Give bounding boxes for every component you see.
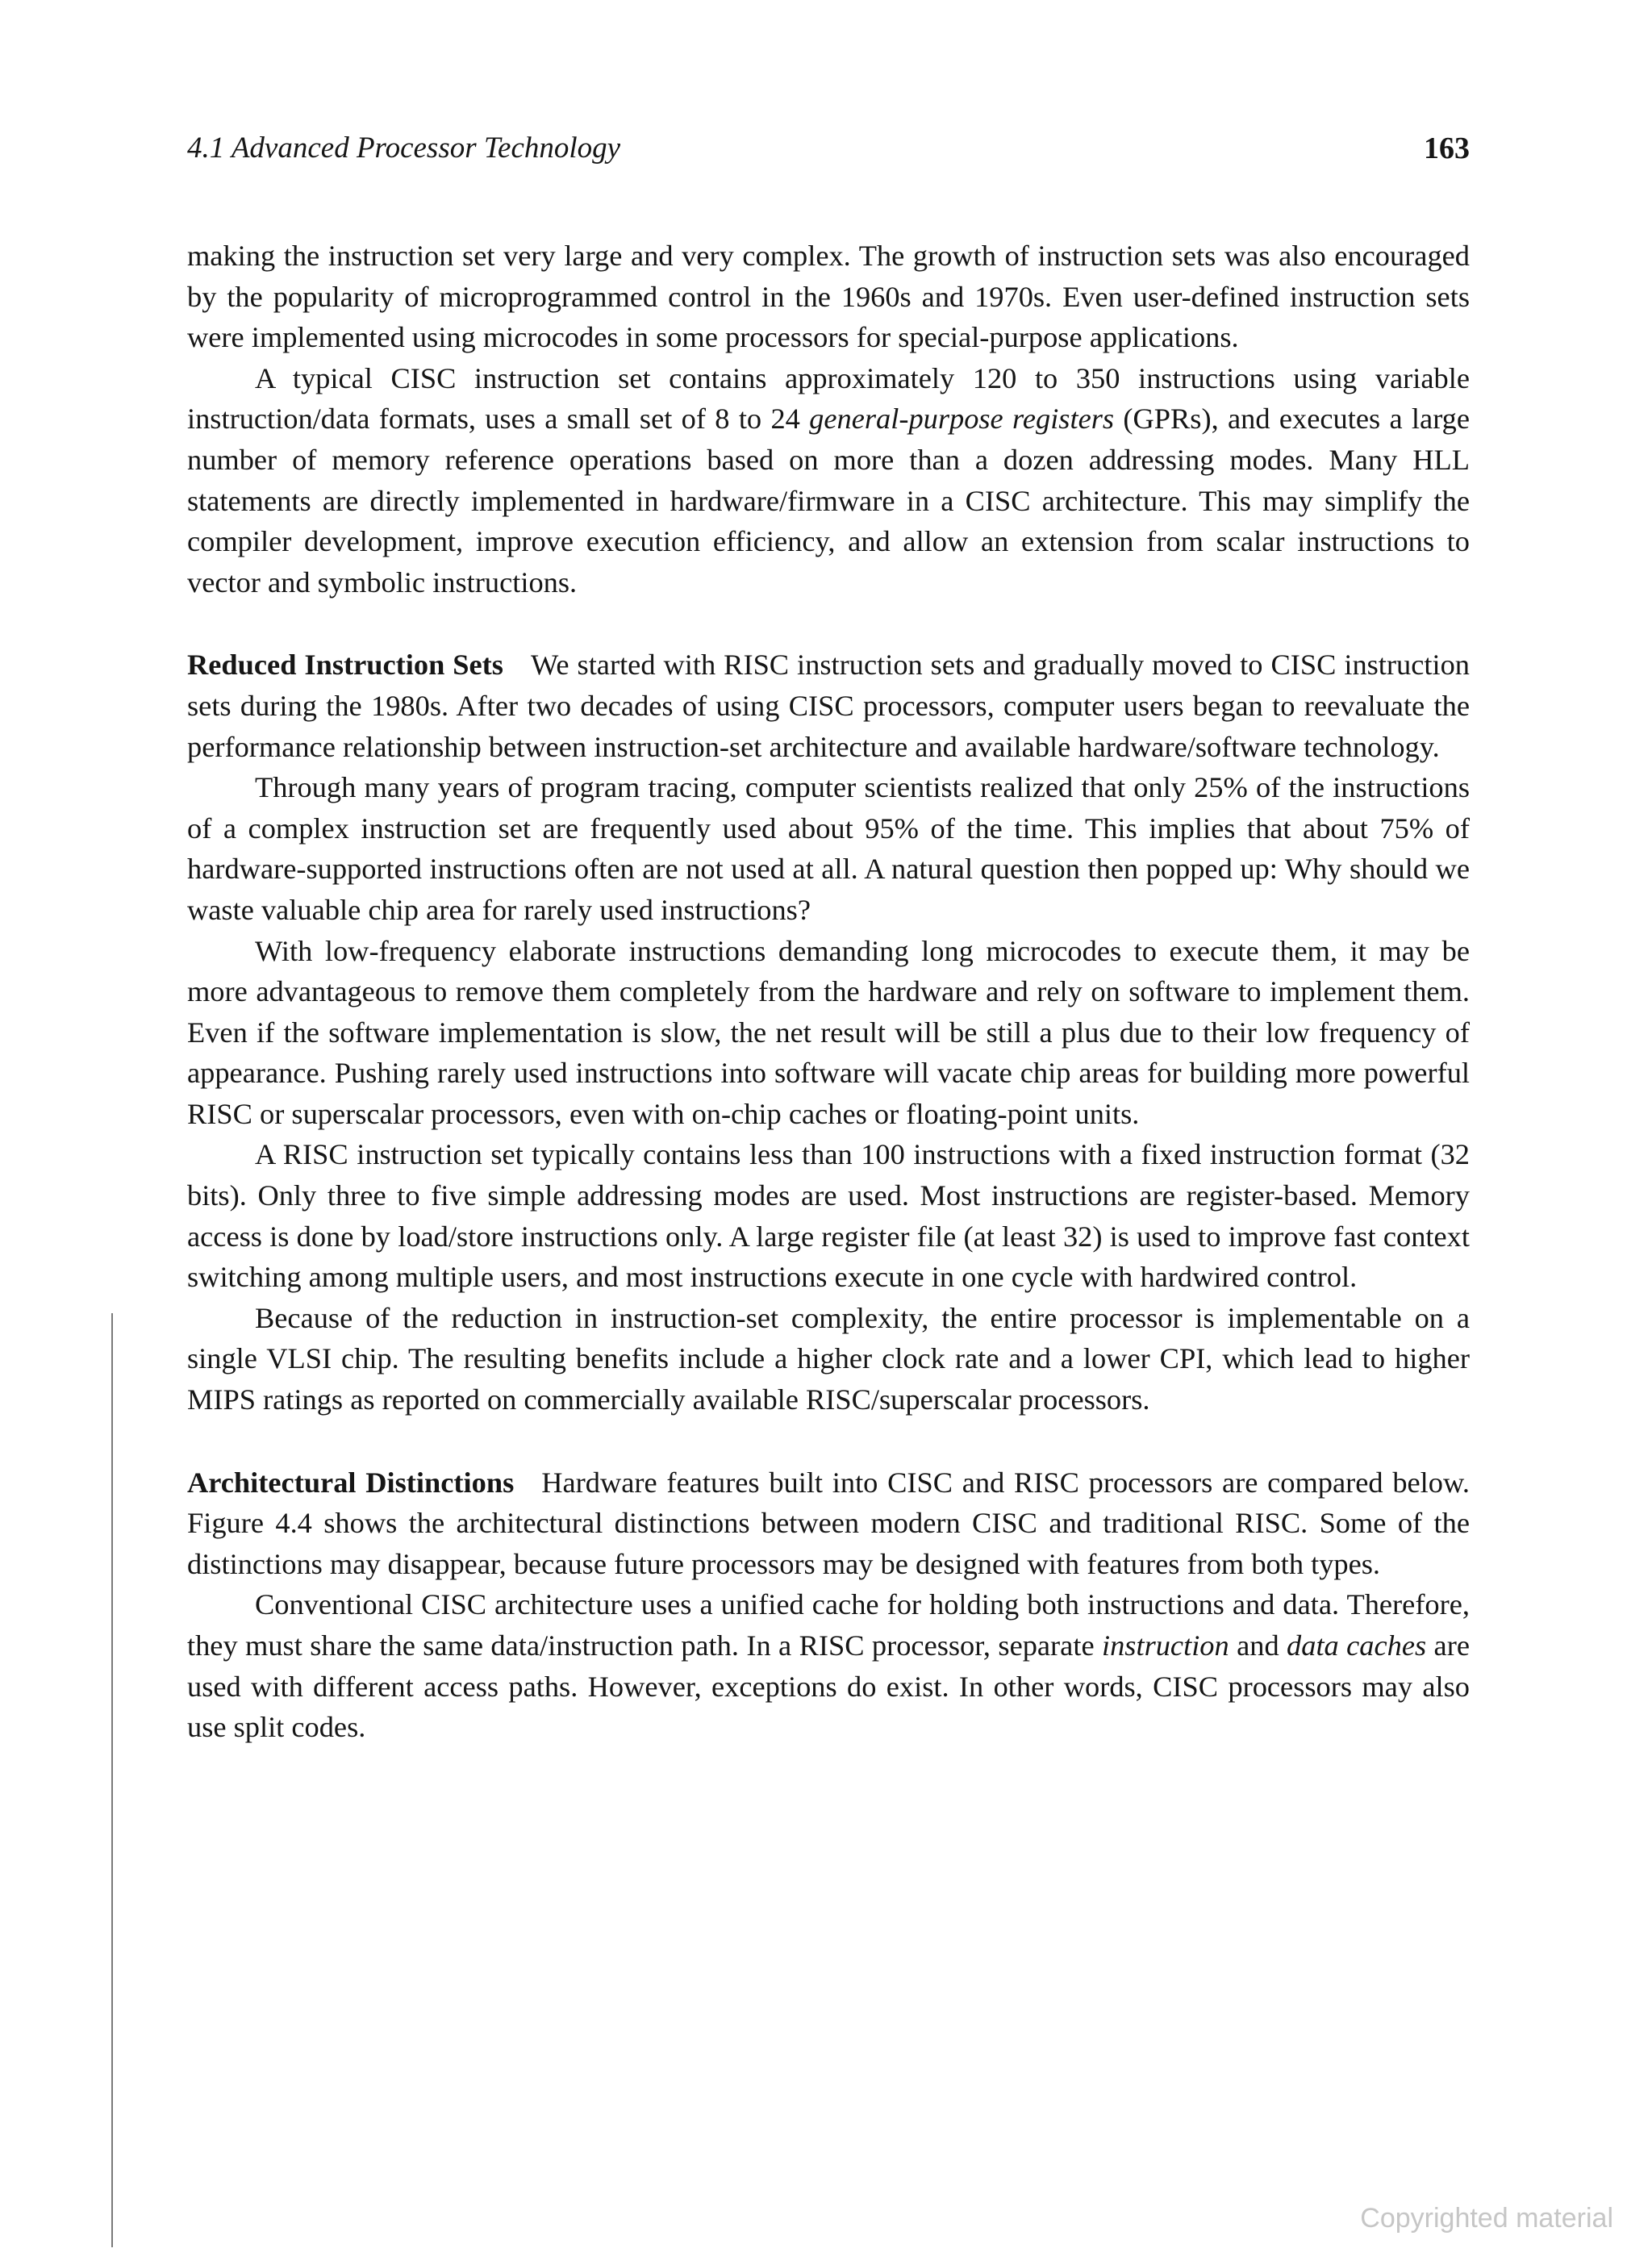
emphasis-gpr: general-purpose registers — [809, 403, 1115, 436]
body-text — [187, 236, 1470, 1748]
paragraph-reduced-instruction-sets — [187, 644, 1470, 767]
paragraph-text: A typical CISC instruction set contains approximately 120 to 350 instructions using variable instruction/data formats, uses a small set of 8 to 24 — [187, 361, 1470, 436]
section-heading-architectural-distinctions: Architectural Distinctions — [187, 1466, 515, 1499]
paragraph-text: Conventional CISC architecture uses a unified cache for holding both instructions and data. Therefore, they must share the same data/instruction path. In a RISC processor, separate — [187, 1588, 1470, 1662]
paragraph-text: We started with RISC instruction sets and gradually moved to CISC instruction sets during the 1980s. After two decades of using CISC processors, computer users began to reevaluate the performance relationship between instruction-set architecture and available hardware/software technology. — [187, 649, 1470, 763]
paragraph-text: and — [1229, 1629, 1287, 1662]
running-head-title: 4.1 Advanced Processor Technology — [187, 131, 621, 165]
paragraph-risc-instruction-set — [187, 1134, 1470, 1297]
paragraph-text: A RISC instruction set typically contains less than 100 instructions with a fixed instruction format (32 bits). Only three to five simple addressing modes are used. Most instructions are register-based. Memory access is done by load/store instructions only. A large register file (at least 32) is used to improve fast context switching among multiple users, and most instructions execute in one cycle with hardwired control. — [187, 1138, 1470, 1294]
paragraph-architectural-distinctions — [187, 1462, 1470, 1585]
copyright-watermark: Copyrighted material — [1360, 2203, 1613, 2234]
emphasis-instruction: instruction — [1102, 1629, 1229, 1662]
paragraph-unified-cache — [187, 1584, 1470, 1747]
paragraph-text: are used with different access paths. However, exceptions do exist. In other words, CISC processors may also use split codes. — [187, 1629, 1470, 1744]
paragraph-text: With low-frequency elaborate instructions demanding long microcodes to execute them, it may be more advantageous to remove them completely from the hardware and rely on software to implement them. Even if the software implementation is slow, the net result will be still a plus due to their low frequency of appearance. Pushing rarely used instructions into software will vacate chip areas for building more powerful RISC or superscalar processors, even with on-chip caches or floating-point units. — [187, 934, 1470, 1130]
page-number: 163 — [1424, 131, 1470, 165]
paragraph-low-frequency — [187, 931, 1470, 1135]
paragraph-text: Through many years of program tracing, computer scientists realized that only 25% of the instructions of a complex instruction set are frequently used about 95% of the time. This implies that about 75% of hardware-supported instructions often are not used at all. A natural question then popped up: Why should we waste valuable chip area for rarely used instructions? — [187, 771, 1470, 926]
paragraph-text: Hardware features built into CISC and RISC processors are compared below. Figure 4.4 shows the architectural distinctions between modern CISC and traditional RISC. Some of the distinctions may disappear, because future processors may be designed with features from both types. — [187, 1466, 1471, 1580]
emphasis-data-caches: data caches — [1287, 1629, 1427, 1662]
running-head — [187, 126, 1470, 171]
paragraph-text: making the instruction set very large and very complex. The growth of instruction sets was also encouraged by the popularity of microprogrammed control in the 1960s and 1970s. Even user-defined instruction sets were implemented using microcodes in some processors for special-purpose applications. — [187, 240, 1470, 354]
paragraph-continuation — [187, 236, 1470, 358]
margin-rule — [111, 1313, 113, 2247]
paragraph-text: Because of the reduction in instruction-set complexity, the entire processor is implementable on a single VLSI chip. The resulting benefits include a higher clock rate and a lower CPI, which lead to higher MIPS ratings as reported on commercially available RISC/superscalar processors. — [187, 1301, 1470, 1416]
section-heading-reduced-instruction-sets: Reduced Instruction Sets — [187, 649, 503, 682]
paragraph-cisc-typical — [187, 358, 1470, 603]
paragraph-text: (GPRs), and executes a large number of memory reference operations based on more than a dozen addressing modes. Many HLL statements are directly implemented in hardware/firmware in a CISC architecture. This may simplify the compiler development, improve execution efficiency, and allow an extension from scalar instructions to vector and symbolic instructions. — [187, 403, 1471, 599]
paragraph-vlsi-benefits — [187, 1298, 1470, 1420]
paragraph-program-tracing — [187, 767, 1470, 930]
